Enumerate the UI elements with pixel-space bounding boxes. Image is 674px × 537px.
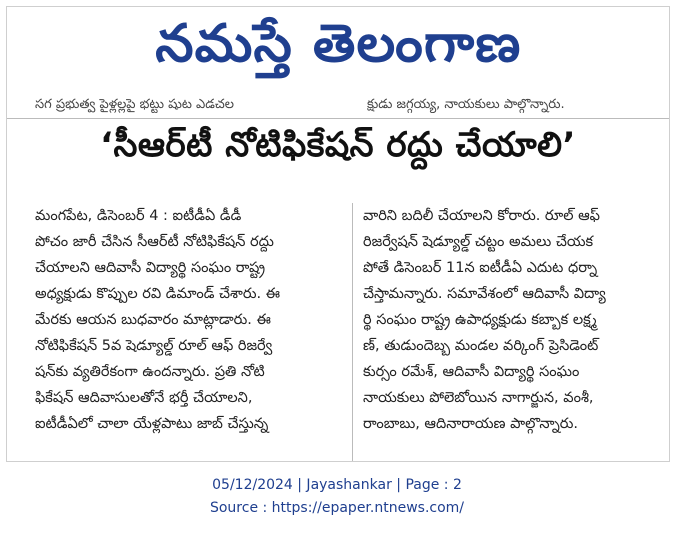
column-divider: [352, 203, 353, 461]
article-column-left: [35, 203, 343, 437]
body-line: షన్‌కు వ్యతిరేకంగా ఉందన్నారు. ప్రతి నోటి: [35, 364, 265, 380]
previous-story-right: క్షుడు జగ్గయ్య, నాయకులు పాల్గొన్నారు.: [367, 97, 565, 112]
body-line: ఫికేషన్ ఆదివాసులతోనే భర్తీ చేయాలని,: [35, 390, 253, 406]
body-line: వారిని బదిలీ చేయాలని కోరారు. రూల్ ఆఫ్: [363, 208, 600, 224]
body-line: ణ్, తుడుందెబ్బ మండల వర్కింగ్ ప్రెసిడెంట్: [363, 338, 599, 354]
body-line: రాంబాబు, ఆదినారాయణ పాల్గొన్నారు.: [363, 416, 579, 432]
previous-story-left: సగ ప్రభుత్వ పైళ్లల్లపై భట్టు షుట ఎడచల: [35, 97, 234, 112]
body-line: ర్థి సంఘం రాష్ట్ర ఉపాధ్యక్షుడు కబ్బాక లక్ష్మ: [363, 312, 597, 328]
body-line: కుర్సం రమేశ్, ఆదివాసీ విద్యార్థి సంఘం: [363, 364, 580, 380]
article-headline: ‘సీఆర్‌టీ నోటిఫికేషన్ రద్దు చేయాలి’: [100, 125, 576, 165]
body-line: నాయకులు పోలెబోయిన నాగార్జున, వంశీ,: [363, 390, 594, 406]
body-line: మేరకు ఆయన బుధవారం మాట్లాడారు. ఈ: [35, 312, 271, 328]
body-line: అధ్యక్షుడు కొప్పుల రవి డిమాండ్ చేశారు. ఈ: [35, 286, 281, 302]
clipping-source: Source : https://epaper.ntnews.com/: [209, 500, 465, 516]
divider: [7, 118, 669, 119]
newspaper-clipping: [6, 6, 670, 462]
body-line: రిజర్వేషన్ షెడ్యూల్డ్ చట్టం అమలు చేయక: [363, 234, 594, 250]
body-line: మంగపేట, డిసెంబర్ 4 : ఐటీడీఏ డీడీ: [35, 208, 242, 224]
body-line: పోచం జారీ చేసిన సీఆర్‌టీ నోటిఫికేషన్ రద్దు: [35, 234, 274, 250]
masthead: [7, 7, 669, 93]
body-line: పోతే డిసెంబర్ 11న ఐటీడీఏ ఎదుట ధర్నా: [363, 260, 598, 276]
body-line: చేస్తామన్నారు. సమావేశంలో ఆదివాసీ విద్యా: [363, 286, 606, 302]
clipping-meta: 05/12/2024 | Jayashankar | Page : 2: [212, 477, 462, 493]
body-line: ఐటీడీఏలో చాలా యేళ్లపాటు జాబ్ చేస్తున్న: [35, 416, 269, 432]
body-line: చేయాలని ఆదివాసీ విద్యార్థి సంఘం రాష్ట్ర: [35, 260, 266, 276]
newspaper-logo: నమస్తే తెలంగాణ: [154, 13, 522, 74]
article-column-right: [363, 203, 663, 437]
body-line: నోటిఫికేషన్ 5వ షెడ్యూల్డ్ రూల్ ఆఫ్ రిజర్వే: [35, 338, 273, 354]
